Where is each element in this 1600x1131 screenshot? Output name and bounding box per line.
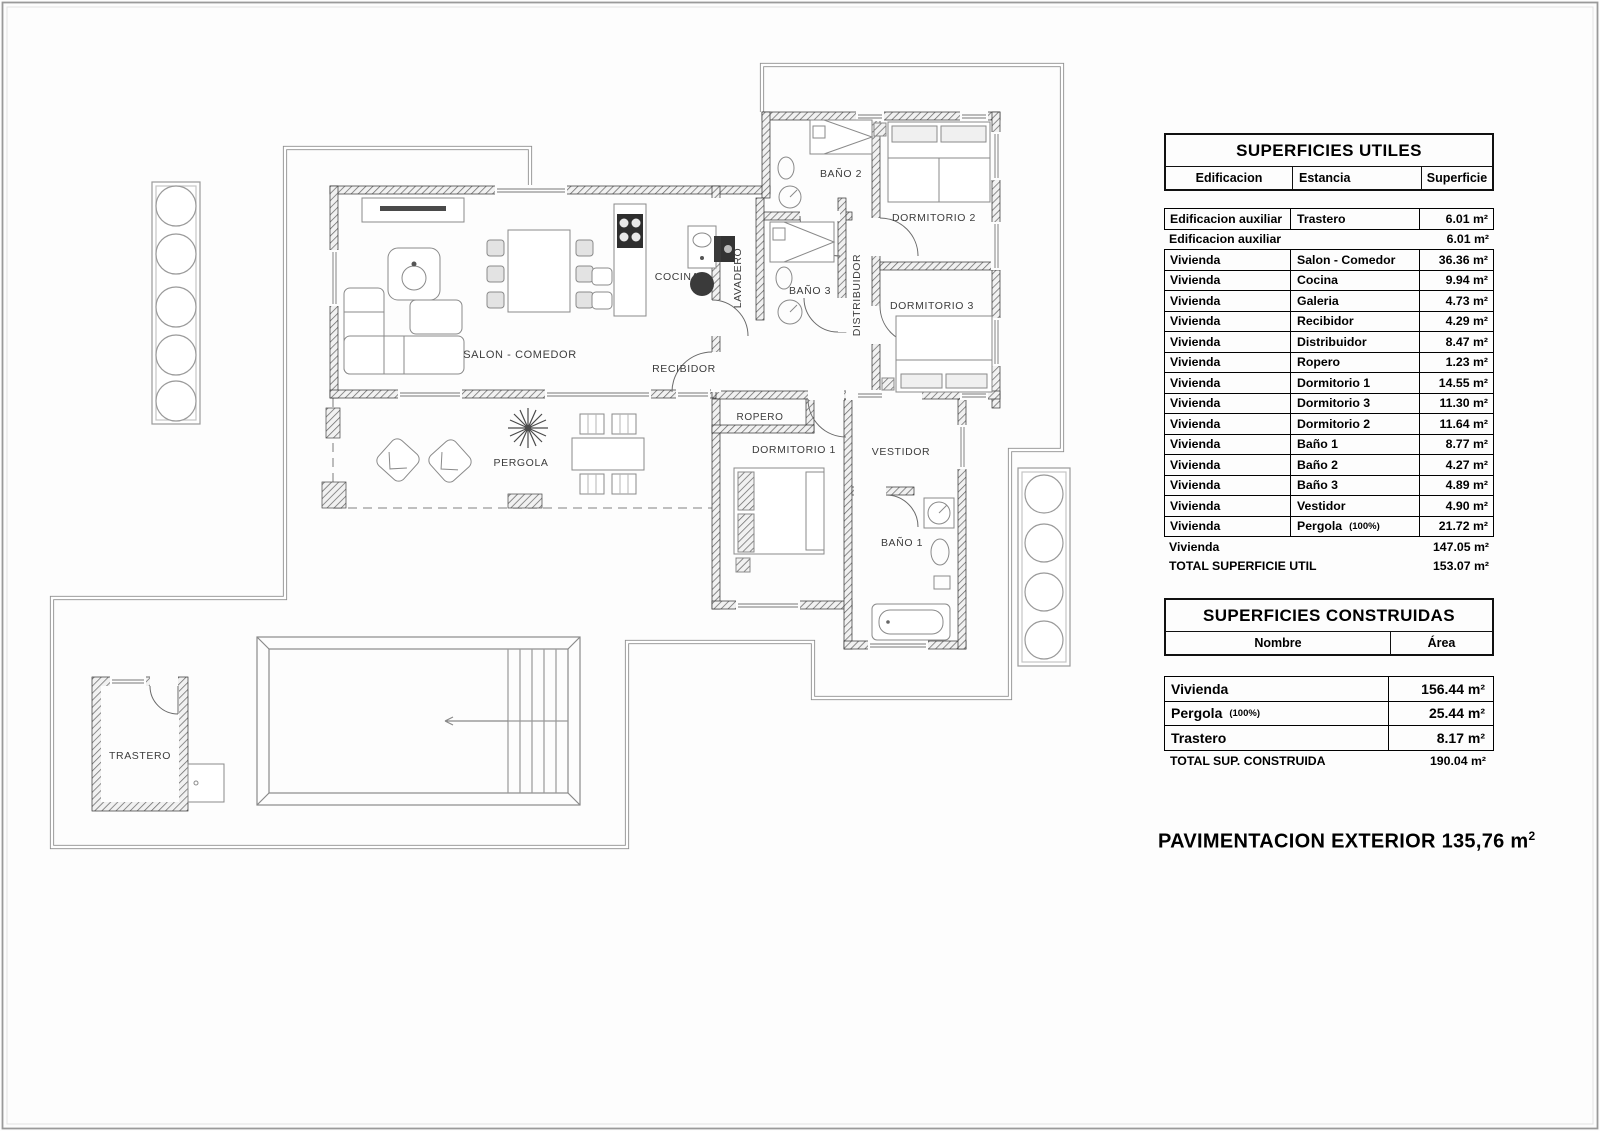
room-label-trastero: TRASTERO (109, 750, 171, 762)
table-title: SUPERFICIES UTILES (1166, 135, 1492, 167)
room-label-distribuidor: DISTRIBUIDOR (851, 253, 863, 337)
cell-nombre: Vivienda (1165, 677, 1389, 701)
cell-estancia: Baño 3 (1291, 476, 1420, 496)
total-label: TOTAL SUPERFICIE UTIL (1169, 559, 1317, 574)
cell-superficie: 4.27 m² (1445, 457, 1488, 472)
room-label-vestidor: VESTIDOR (871, 446, 931, 458)
cell-estancia: Baño 2 (1291, 455, 1420, 475)
subtotal-label: Vivienda (1169, 539, 1220, 554)
table-row (1164, 331, 1494, 353)
table-row (1164, 208, 1494, 230)
cell-edificacion: Vivienda (1165, 414, 1291, 434)
cell-nombre-text: Pergola (1171, 705, 1223, 722)
pergola-furniture (374, 414, 644, 494)
bedroom1-furniture (734, 468, 824, 572)
col-header-nombre: Nombre (1166, 632, 1391, 654)
table-title: SUPERFICIES CONSTRUIDAS (1166, 600, 1492, 632)
total-label: TOTAL SUP. CONSTRUIDA (1170, 754, 1326, 768)
subtotal-value: 147.05 m² (1432, 539, 1489, 554)
room-label-dormitorio3: DORMITORIO 3 (889, 300, 975, 312)
table-row (1164, 725, 1494, 751)
cell-estancia-text: Pergola (1297, 519, 1343, 534)
cell-superficie: 11.30 m² (1439, 396, 1488, 411)
plant (508, 408, 548, 448)
table-row (1164, 270, 1494, 292)
table-rows (1164, 676, 1494, 772)
table-row (1164, 454, 1494, 476)
table-column-headers (1166, 632, 1492, 654)
room-label-bano2: BAÑO 2 (819, 168, 863, 180)
cell-estancia: Recibidor (1291, 312, 1420, 332)
cell-superficie: 4.89 m² (1445, 478, 1488, 493)
cell-edificacion: Vivienda (1165, 373, 1291, 393)
room-label-dormitorio2: DORMITORIO 2 (891, 212, 977, 224)
table-row (1164, 372, 1494, 394)
col-header-superficie: Superficie (1426, 171, 1488, 185)
table-row (1164, 475, 1494, 497)
cell-estancia (1291, 517, 1420, 537)
cell-estancia (1290, 230, 1419, 250)
table-rows (1164, 208, 1494, 576)
pergola-edge (322, 398, 712, 508)
cell-nombre: Trastero (1165, 726, 1389, 750)
table-row (1164, 516, 1494, 538)
cell-area: 25.44 m² (1428, 705, 1485, 722)
total-value: 153.07 m² (1432, 559, 1489, 574)
cell-edificacion: Vivienda (1165, 353, 1291, 373)
cell-superficie: 4.90 m² (1445, 498, 1488, 513)
cell-estancia: Salon - Comedor (1291, 250, 1420, 270)
table-row (1164, 495, 1494, 517)
cell-edificacion: Vivienda (1165, 332, 1291, 352)
cell-superficie: 14.55 m² (1438, 375, 1488, 390)
bedroom3-furniture (882, 316, 992, 392)
cell-superficie: 1.23 m² (1445, 355, 1488, 370)
table-column-headers (1166, 167, 1492, 189)
table-row (1164, 413, 1494, 435)
left-planter (152, 182, 200, 424)
cell-estancia: Vestidor (1291, 496, 1420, 516)
cell-edificacion: Vivienda (1165, 455, 1291, 475)
cell-edificacion: Vivienda (1165, 496, 1291, 516)
table-row (1164, 352, 1494, 374)
table-row (1164, 434, 1494, 456)
pavimentacion-note (1158, 829, 1538, 854)
cell-edificacion: Vivienda (1165, 517, 1291, 537)
cell-estancia: Baño 1 (1291, 435, 1420, 455)
col-header-edificacion: Edificacion (1166, 167, 1293, 189)
cell-edificacion: Vivienda (1165, 312, 1291, 332)
table-row (1164, 676, 1494, 702)
cell-superficie: 8.77 m² (1445, 437, 1488, 452)
col-header-area: Área (1427, 636, 1456, 650)
table-row (1164, 311, 1494, 333)
living-room-furniture (344, 198, 593, 374)
cell-estancia: Cocina (1291, 271, 1420, 291)
cell-superficie: 6.01 m² (1446, 232, 1489, 247)
cell-area: 8.17 m² (1436, 729, 1485, 746)
cell-edificacion: Edificacion auxiliar (1165, 209, 1291, 229)
table-row-vivienda-subtotal (1164, 537, 1494, 557)
room-label-salon-comedor: SALON - COMEDOR (463, 349, 577, 361)
pool (257, 637, 580, 805)
cell-superficie: 8.47 m² (1445, 334, 1488, 349)
cell-estancia: Dormitorio 3 (1291, 394, 1420, 414)
cell-superficie: 6.01 m² (1445, 211, 1488, 226)
cell-nombre (1165, 702, 1389, 726)
room-label-bano1: BAÑO 1 (880, 537, 924, 549)
room-label-pergola: PERGOLA (493, 457, 549, 469)
cell-edificacion: Vivienda (1165, 394, 1291, 414)
cell-area: 156.44 m² (1421, 680, 1485, 697)
bathroom1-fixtures (872, 498, 954, 640)
cell-edificacion: Vivienda (1165, 435, 1291, 455)
storage-building (92, 676, 224, 811)
superficies-construidas-header (1164, 598, 1494, 656)
room-label-cocina: COCINA (654, 271, 700, 283)
col-header-estancia: Estancia (1293, 167, 1422, 189)
cell-estancia: Ropero (1291, 353, 1420, 373)
cell-estancia-note: (100%) (1349, 520, 1380, 532)
cell-estancia: Galeria (1291, 291, 1420, 311)
right-planter (1018, 468, 1070, 666)
table-row (1164, 393, 1494, 415)
superficies-utiles-table (1164, 133, 1494, 576)
room-label-recibidor: RECIBIDOR (652, 363, 716, 375)
bathroom3-fixtures (770, 222, 834, 324)
room-label-dormitorio1: DORMITORIO 1 (751, 444, 837, 456)
cell-estancia: Dormitorio 2 (1291, 414, 1420, 434)
kitchen-furniture (592, 204, 728, 316)
table-row-total (1164, 557, 1494, 577)
table-row-subtotal (1164, 230, 1494, 250)
cell-nombre-note: (100%) (1229, 707, 1260, 719)
bedroom2-furniture (874, 122, 990, 202)
cell-edificacion: Vivienda (1165, 271, 1291, 291)
table-row-total (1164, 751, 1494, 772)
cell-estancia: Trastero (1291, 209, 1420, 229)
bathroom2-fixtures (778, 120, 872, 208)
room-label-bano3: BAÑO 3 (788, 285, 832, 297)
superficies-construidas-table (1164, 598, 1494, 772)
superficies-utiles-header (1164, 133, 1494, 191)
table-row (1164, 701, 1494, 727)
table-row (1164, 290, 1494, 312)
table-row (1164, 249, 1494, 271)
pavimentacion-text: PAVIMENTACION EXTERIOR 135,76 m (1158, 830, 1529, 853)
cell-superficie: 36.36 m² (1438, 252, 1488, 267)
cell-superficie: 21.72 m² (1438, 519, 1488, 534)
cell-superficie: 9.94 m² (1445, 273, 1488, 288)
cell-edificacion: Vivienda (1165, 476, 1291, 496)
room-label-ropero: ROPERO (736, 412, 784, 423)
cell-estancia: Dormitorio 1 (1291, 373, 1420, 393)
cell-superficie: 4.73 m² (1445, 293, 1488, 308)
room-label-lavadero: LAVADERO (732, 247, 744, 309)
cell-edificacion: Edificacion auxiliar (1169, 232, 1282, 247)
cell-superficie: 11.64 m² (1439, 416, 1488, 431)
cell-estancia: Distribuidor (1291, 332, 1420, 352)
cell-edificacion: Vivienda (1165, 250, 1291, 270)
cell-superficie: 4.29 m² (1445, 314, 1488, 329)
total-value: 190.04 m² (1429, 754, 1486, 768)
pavimentacion-sup: 2 (1528, 829, 1536, 843)
cell-edificacion: Vivienda (1165, 291, 1291, 311)
